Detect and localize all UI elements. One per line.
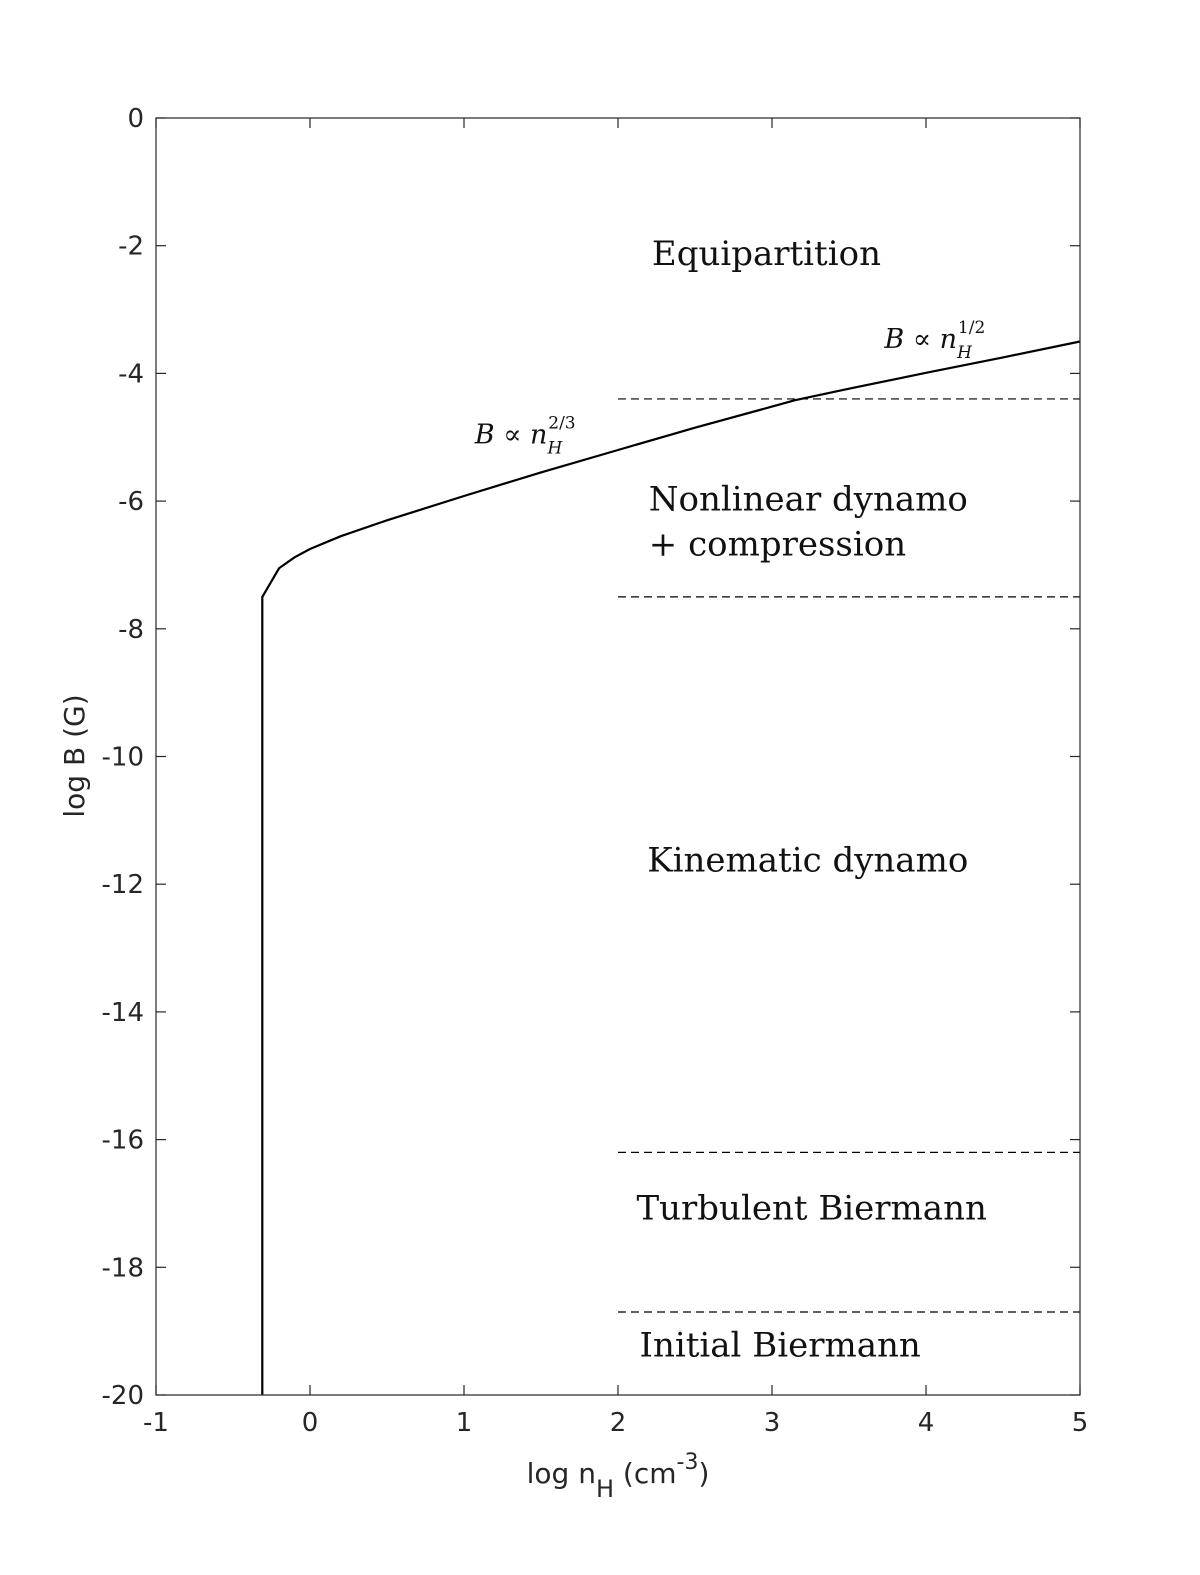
scaling-annotation-sub: H <box>547 438 563 459</box>
y-tick-label: 0 <box>127 104 144 134</box>
scaling-annotation-sub: H <box>957 342 972 363</box>
x-axis-title-main: log n <box>526 1457 596 1490</box>
y-axis-title: log B (G) <box>58 694 91 818</box>
x-axis-title-unit: (cm <box>614 1457 677 1490</box>
x-tick-label: 4 <box>917 1408 935 1438</box>
region-label: Turbulent Biermann <box>636 1188 987 1229</box>
region-label: Initial Biermann <box>639 1325 921 1366</box>
axes <box>58 104 1088 1503</box>
labels <box>474 234 987 1366</box>
x-tick-label: 5 <box>1071 1408 1089 1438</box>
scaling-annotation <box>883 318 985 363</box>
x-tick-label: 0 <box>301 1408 319 1438</box>
scaling-annotation-sup: 2/3 <box>548 413 576 434</box>
x-tick-label: 2 <box>609 1408 627 1438</box>
x-axis-title-sub: H <box>595 1475 615 1503</box>
y-tick-label: -14 <box>101 997 144 1028</box>
x-axis-title-sup: -3 <box>676 1450 699 1475</box>
y-tick-label: -12 <box>101 870 144 901</box>
region-label: Kinematic dynamo <box>647 840 969 881</box>
x-axis-title-close: ) <box>698 1457 710 1490</box>
y-tick-label: -8 <box>118 614 144 645</box>
y-tick-label: -10 <box>101 742 144 773</box>
scaling-annotation <box>474 414 576 459</box>
y-tick-label: -18 <box>101 1253 144 1284</box>
x-tick-label: -1 <box>143 1408 169 1438</box>
y-tick-label: -4 <box>118 359 144 390</box>
x-tick-label: 1 <box>455 1408 473 1438</box>
x-tick-label: 3 <box>763 1408 781 1438</box>
y-tick-label: -20 <box>101 1381 144 1411</box>
region-label: Equipartition <box>651 233 881 274</box>
scaling-annotation-sup: 1/2 <box>957 317 986 338</box>
region-label: + compression <box>648 524 907 565</box>
y-tick-label: -16 <box>101 1125 144 1156</box>
region-label: Nonlinear dynamo <box>648 479 968 520</box>
scaling-annotation-base: B ∝ n <box>474 419 548 451</box>
y-tick-label: -2 <box>118 231 144 262</box>
y-tick-label: -6 <box>118 487 144 518</box>
x-axis-title <box>527 1450 710 1503</box>
scaling-annotation-base: B ∝ n <box>884 323 958 355</box>
